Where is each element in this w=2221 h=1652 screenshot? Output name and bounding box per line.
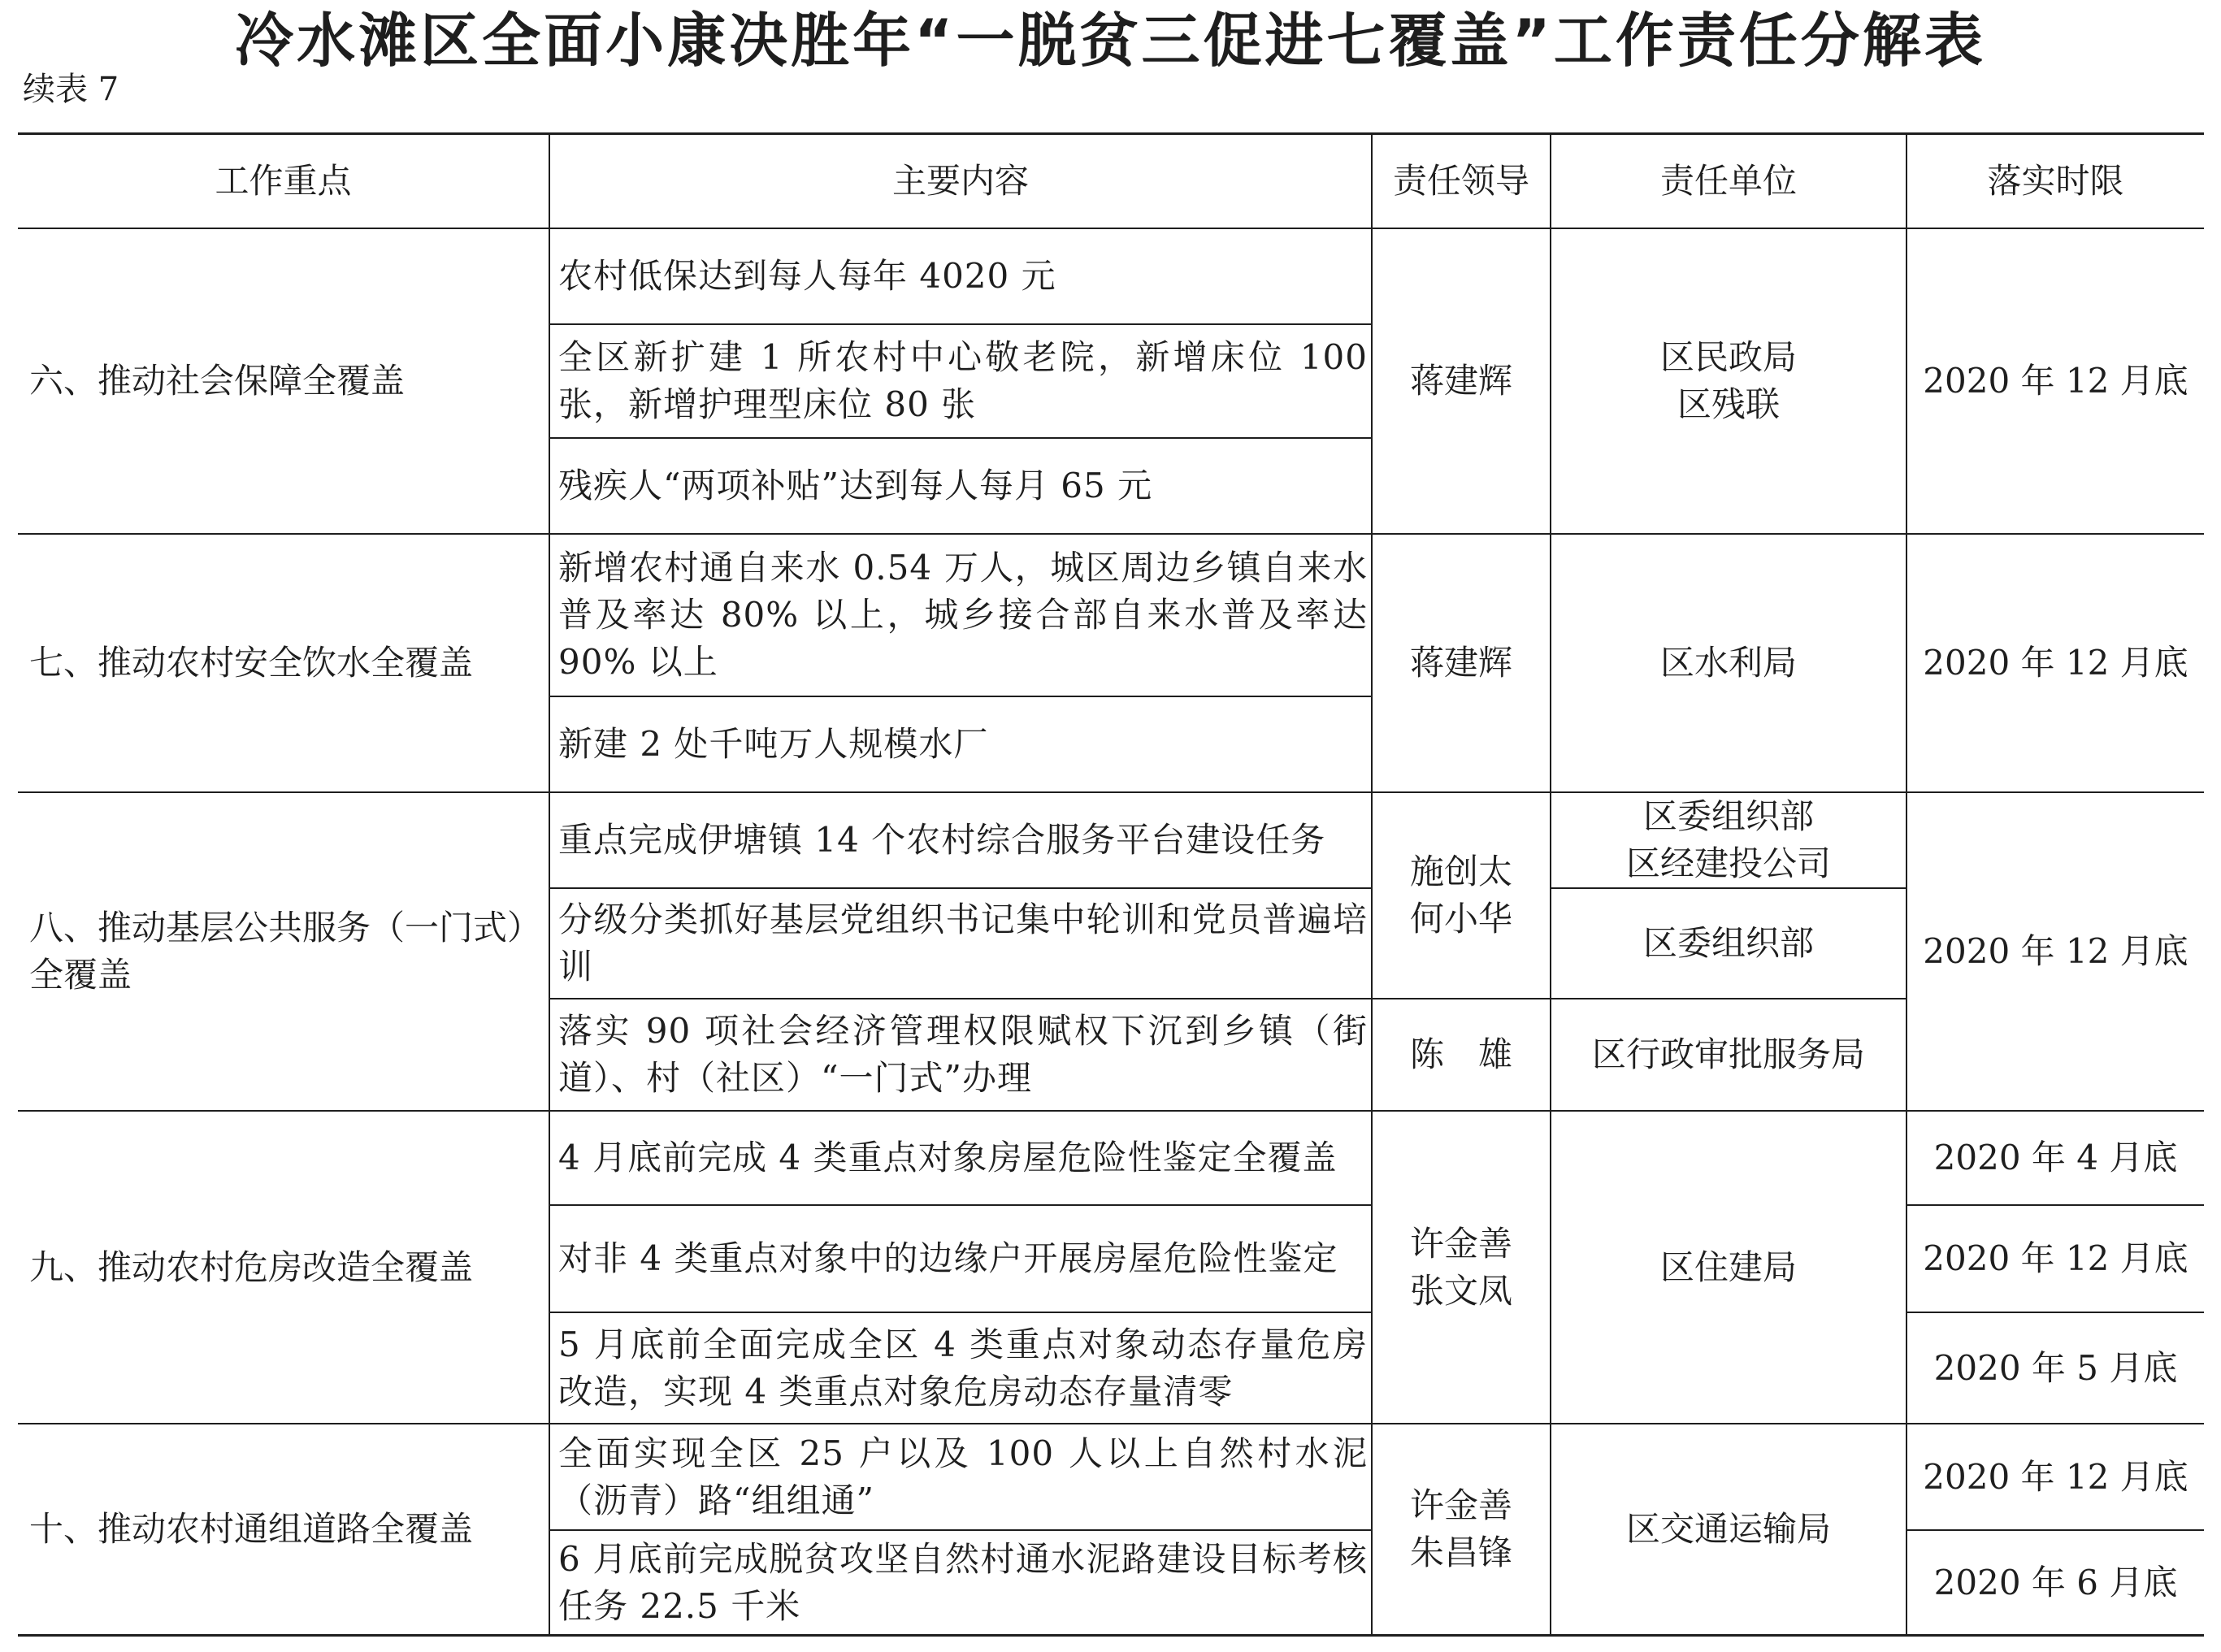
content-item: 农村低保达到每人每年 4020 元 bbox=[558, 256, 1056, 296]
responsible-unit: 区交通运输局 bbox=[1625, 1509, 1831, 1549]
header-leader: 责任领导 bbox=[1392, 161, 1529, 201]
responsible-unit: 区委组织部 bbox=[1642, 923, 1814, 963]
table-caption: 续表 7 bbox=[23, 71, 119, 108]
content-item: 新建 2 处千吨万人规模水厂 bbox=[558, 724, 989, 764]
deadline: 2020 年 6 月底 bbox=[1933, 1562, 2178, 1602]
content-item: 5 月底前全面完成全区 4 类重点对象动态存量危房改造，实现 4 类重点对象危房动态存量清零 bbox=[558, 1324, 1368, 1411]
section-focus: 九、推动农村危房改造全覆盖 bbox=[29, 1247, 474, 1287]
table-bottom-rule bbox=[18, 1634, 2204, 1637]
header-unit: 责任单位 bbox=[1659, 161, 1797, 201]
content-item: 6 月底前完成脱贫攻坚自然村通水泥路建设目标考核任务 22.5 千米 bbox=[558, 1538, 1368, 1626]
content-item: 4 月底前完成 4 类重点对象房屋危险性鉴定全覆盖 bbox=[558, 1138, 1338, 1177]
header-content: 主要内容 bbox=[891, 161, 1029, 201]
section-focus: 六、推动社会保障全覆盖 bbox=[29, 361, 406, 401]
section-focus: 七、推动农村安全饮水全覆盖 bbox=[29, 643, 474, 683]
deadline: 2020 年 12 月底 bbox=[1923, 931, 2188, 971]
responsible-unit: 区民政局 区残联 bbox=[1659, 337, 1797, 424]
responsible-leader: 许金善 张文凤 bbox=[1409, 1223, 1512, 1311]
responsible-unit: 区水利局 bbox=[1659, 643, 1797, 683]
deadline: 2020 年 5 月底 bbox=[1933, 1347, 2178, 1388]
header-focus: 工作重点 bbox=[215, 161, 352, 201]
responsible-unit: 区住建局 bbox=[1659, 1247, 1797, 1287]
content-item: 残疾人“两项补贴”达到每人每月 65 元 bbox=[558, 466, 1153, 505]
responsible-leader: 施创太 何小华 bbox=[1409, 852, 1512, 939]
content-item: 全面实现全区 25 户以及 100 人以上自然村水泥（沥青）路“组组通” bbox=[558, 1433, 1368, 1520]
content-item: 对非 4 类重点对象中的边缘户开展房屋危险性鉴定 bbox=[558, 1238, 1338, 1278]
responsible-leader: 陈 雄 bbox=[1409, 1034, 1512, 1074]
responsible-leader: 许金善 朱昌锋 bbox=[1409, 1485, 1512, 1572]
content-item: 全区新扩建 1 所农村中心敬老院，新增床位 100 张，新增护理型床位 80 张 bbox=[558, 337, 1368, 424]
content-item: 重点完成伊塘镇 14 个农村综合服务平台建设任务 bbox=[558, 820, 1326, 860]
deadline: 2020 年 12 月底 bbox=[1923, 1238, 2188, 1278]
section-focus: 八、推动基层公共服务（一门式）全覆盖 bbox=[29, 908, 542, 995]
content-item: 新增农村通自来水 0.54 万人，城区周边乡镇自来水普及率达 80% 以上，城乡接合部自来水普及率达 90% 以上 bbox=[558, 548, 1368, 682]
deadline: 2020 年 4 月底 bbox=[1933, 1138, 2178, 1177]
responsible-leader: 蒋建辉 bbox=[1409, 643, 1512, 683]
content-item: 分级分类抓好基层党组织书记集中轮训和党员普遍培训 bbox=[558, 900, 1368, 986]
header-deadline: 落实时限 bbox=[1987, 161, 2124, 201]
section-focus: 十、推动农村通组道路全覆盖 bbox=[29, 1509, 474, 1549]
responsible-unit: 区行政审批服务局 bbox=[1591, 1034, 1865, 1074]
deadline: 2020 年 12 月底 bbox=[1923, 643, 2188, 683]
responsible-unit: 区委组织部 区经建投公司 bbox=[1625, 796, 1831, 883]
deadline: 2020 年 12 月底 bbox=[1923, 1456, 2188, 1497]
deadline: 2020 年 12 月底 bbox=[1923, 361, 2188, 401]
responsible-leader: 蒋建辉 bbox=[1409, 361, 1512, 401]
document-title: 冷水滩区全面小康决胜年“一脱贫三促进七覆盖”工作责任分解表 bbox=[235, 7, 1986, 75]
content-item: 落实 90 项社会经济管理权限赋权下沉到乡镇（街道）、村（社区）“一门式”办理 bbox=[558, 1011, 1368, 1098]
